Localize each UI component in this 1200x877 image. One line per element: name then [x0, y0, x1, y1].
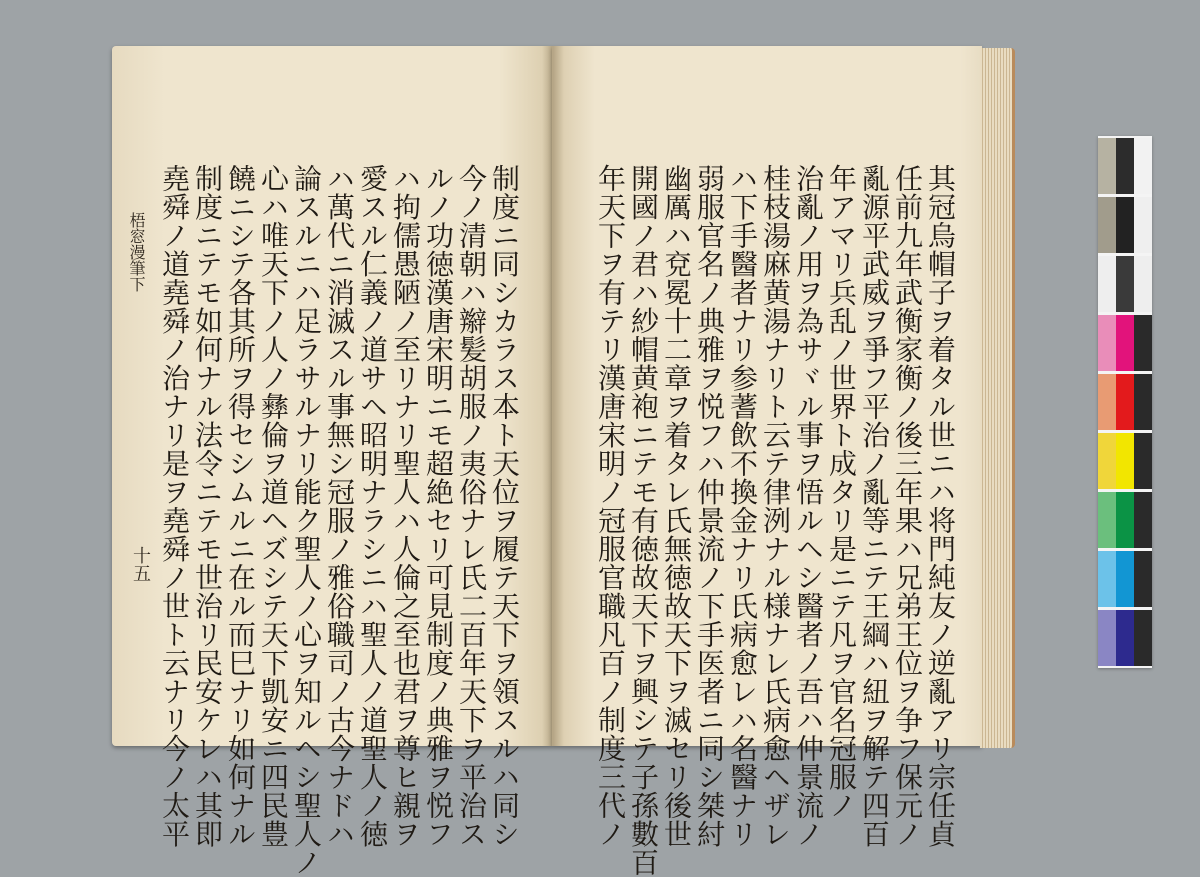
page-edges	[980, 48, 1015, 748]
text-column: 堯舜ノ道堯舜ノ治ナリ是ヲ堯舜ノ世ト云ナリ今ノ太平	[158, 164, 191, 848]
color-swatch	[1134, 315, 1152, 371]
color-swatch	[1116, 492, 1134, 548]
text-column: 任前九年武衡家衡ノ後三年果ハ兄弟王位ヲ争フ保元ノ	[891, 164, 924, 848]
color-chart-row	[1098, 492, 1152, 548]
book-gutter	[542, 46, 564, 746]
color-swatch	[1098, 315, 1116, 371]
text-column: 年天下ヲ有テリ漢唐宋明ノ冠服官職凡百ノ制度三代ノ	[594, 164, 627, 848]
text-column: 今ノ清朝ハ辮髪胡服ノ夷俗ナレ氏二百年天下ヲ平治ス	[455, 164, 488, 848]
right-page	[552, 46, 982, 877]
text-column: 饒ニシテ各其所ヲ得セシムルニ在ル而巳ナリ如何ナル	[224, 164, 257, 848]
color-chart-row	[1098, 197, 1152, 253]
text-column: 愛スル仁義ノ道サヘ昭明ナラシニハ聖人ノ道聖人ノ徳	[356, 164, 389, 848]
color-swatch	[1134, 197, 1152, 253]
color-swatch	[1098, 138, 1116, 194]
left-page	[112, 46, 552, 877]
color-chart-row	[1098, 433, 1152, 489]
text-column: 開國ノ君ハ紗帽黄袍ニテモ有徳故天下ヲ興シテ子孫數百	[627, 164, 660, 877]
open-book	[112, 46, 1012, 877]
color-swatch	[1098, 374, 1116, 430]
color-swatch	[1116, 256, 1134, 312]
text-column: 論スルニハ足ラサルナリ能ク聖人ノ心ヲ知ルヘシ聖人ノ	[290, 164, 323, 877]
color-calibration-chart	[1098, 136, 1152, 668]
color-swatch	[1098, 551, 1116, 607]
color-chart-row	[1098, 551, 1152, 607]
running-title: 梧窓漫筆下	[127, 212, 146, 292]
color-swatch	[1116, 315, 1134, 371]
color-swatch	[1098, 433, 1116, 489]
color-chart-row	[1098, 610, 1152, 666]
color-swatch	[1116, 138, 1134, 194]
text-column: 心ハ唯天下ノ人ノ彝倫ヲ道ヘズシテ天下凱安ニ四民豊	[257, 164, 290, 848]
text-column: 制度ニ同シカラス本ト天位ヲ履テ天下ヲ領スルハ同シ	[488, 164, 521, 848]
color-swatch	[1116, 433, 1134, 489]
color-swatch	[1098, 610, 1116, 666]
color-swatch	[1134, 610, 1152, 666]
text-column: 制度ニテモ如何ナル法令ニテモ世治リ民安ケレハ其即	[191, 164, 224, 848]
text-column: ハ萬代ニ消滅スル事無シ冠服ノ雅俗職司ノ古今ナドハ	[323, 164, 356, 848]
text-column: 幽厲ハ兗冕十二章ヲ着タレ氏無徳故天下ヲ滅セリ後世	[660, 164, 693, 848]
color-chart-row	[1098, 138, 1152, 194]
color-swatch	[1134, 256, 1152, 312]
text-column: ルノ功徳漢唐宋明ニモ超絶セリ可見制度ノ典雅ヲ悦フ	[422, 164, 455, 848]
color-swatch	[1098, 256, 1116, 312]
color-swatch	[1134, 138, 1152, 194]
text-column: 年アマリ兵乱ノ世界ト成タリ是ニテ凡ヲ官名冠服ノ	[825, 164, 858, 820]
color-swatch	[1134, 551, 1152, 607]
color-swatch	[1134, 492, 1152, 548]
color-swatch	[1134, 374, 1152, 430]
color-swatch	[1116, 551, 1134, 607]
color-swatch	[1116, 197, 1134, 253]
color-chart-row	[1098, 315, 1152, 371]
color-chart-row	[1098, 374, 1152, 430]
color-swatch	[1098, 492, 1116, 548]
text-column: 桂枝湯麻黄湯ナリト云テ律洌ナル様ナレ氏病愈ヘザレ	[759, 164, 792, 848]
color-swatch	[1098, 197, 1116, 253]
folio-number: 十五	[130, 546, 151, 582]
text-column: 亂源平武威ヲ爭フ平治ノ亂等ニテ王綱ハ紐ヲ解テ四百	[858, 164, 891, 848]
text-column: 治亂ノ用ヲ為サヾル事ヲ悟ルヘシ醫者ノ吾ハ仲景流ノ	[792, 164, 825, 848]
text-column: ハ下手醫者ナリ参蓍飲不換金ナリ氏病愈レハ名醫ナリ	[726, 164, 759, 848]
color-swatch	[1134, 433, 1152, 489]
text-column: ハ拘儒愚陋ノ至リナリ聖人ハ人倫之至也君ヲ尊ヒ親ヲ	[389, 164, 422, 848]
color-chart-row	[1098, 256, 1152, 312]
text-column: 其冠烏帽子ヲ着タル世ニハ将門純友ノ逆亂アリ宗任貞	[924, 164, 957, 848]
color-swatch	[1116, 374, 1134, 430]
color-swatch	[1116, 610, 1134, 666]
text-column: 弱服官名ノ典雅ヲ悦フハ仲景流ノ下手医者ニ同シ桀紂	[693, 164, 726, 848]
